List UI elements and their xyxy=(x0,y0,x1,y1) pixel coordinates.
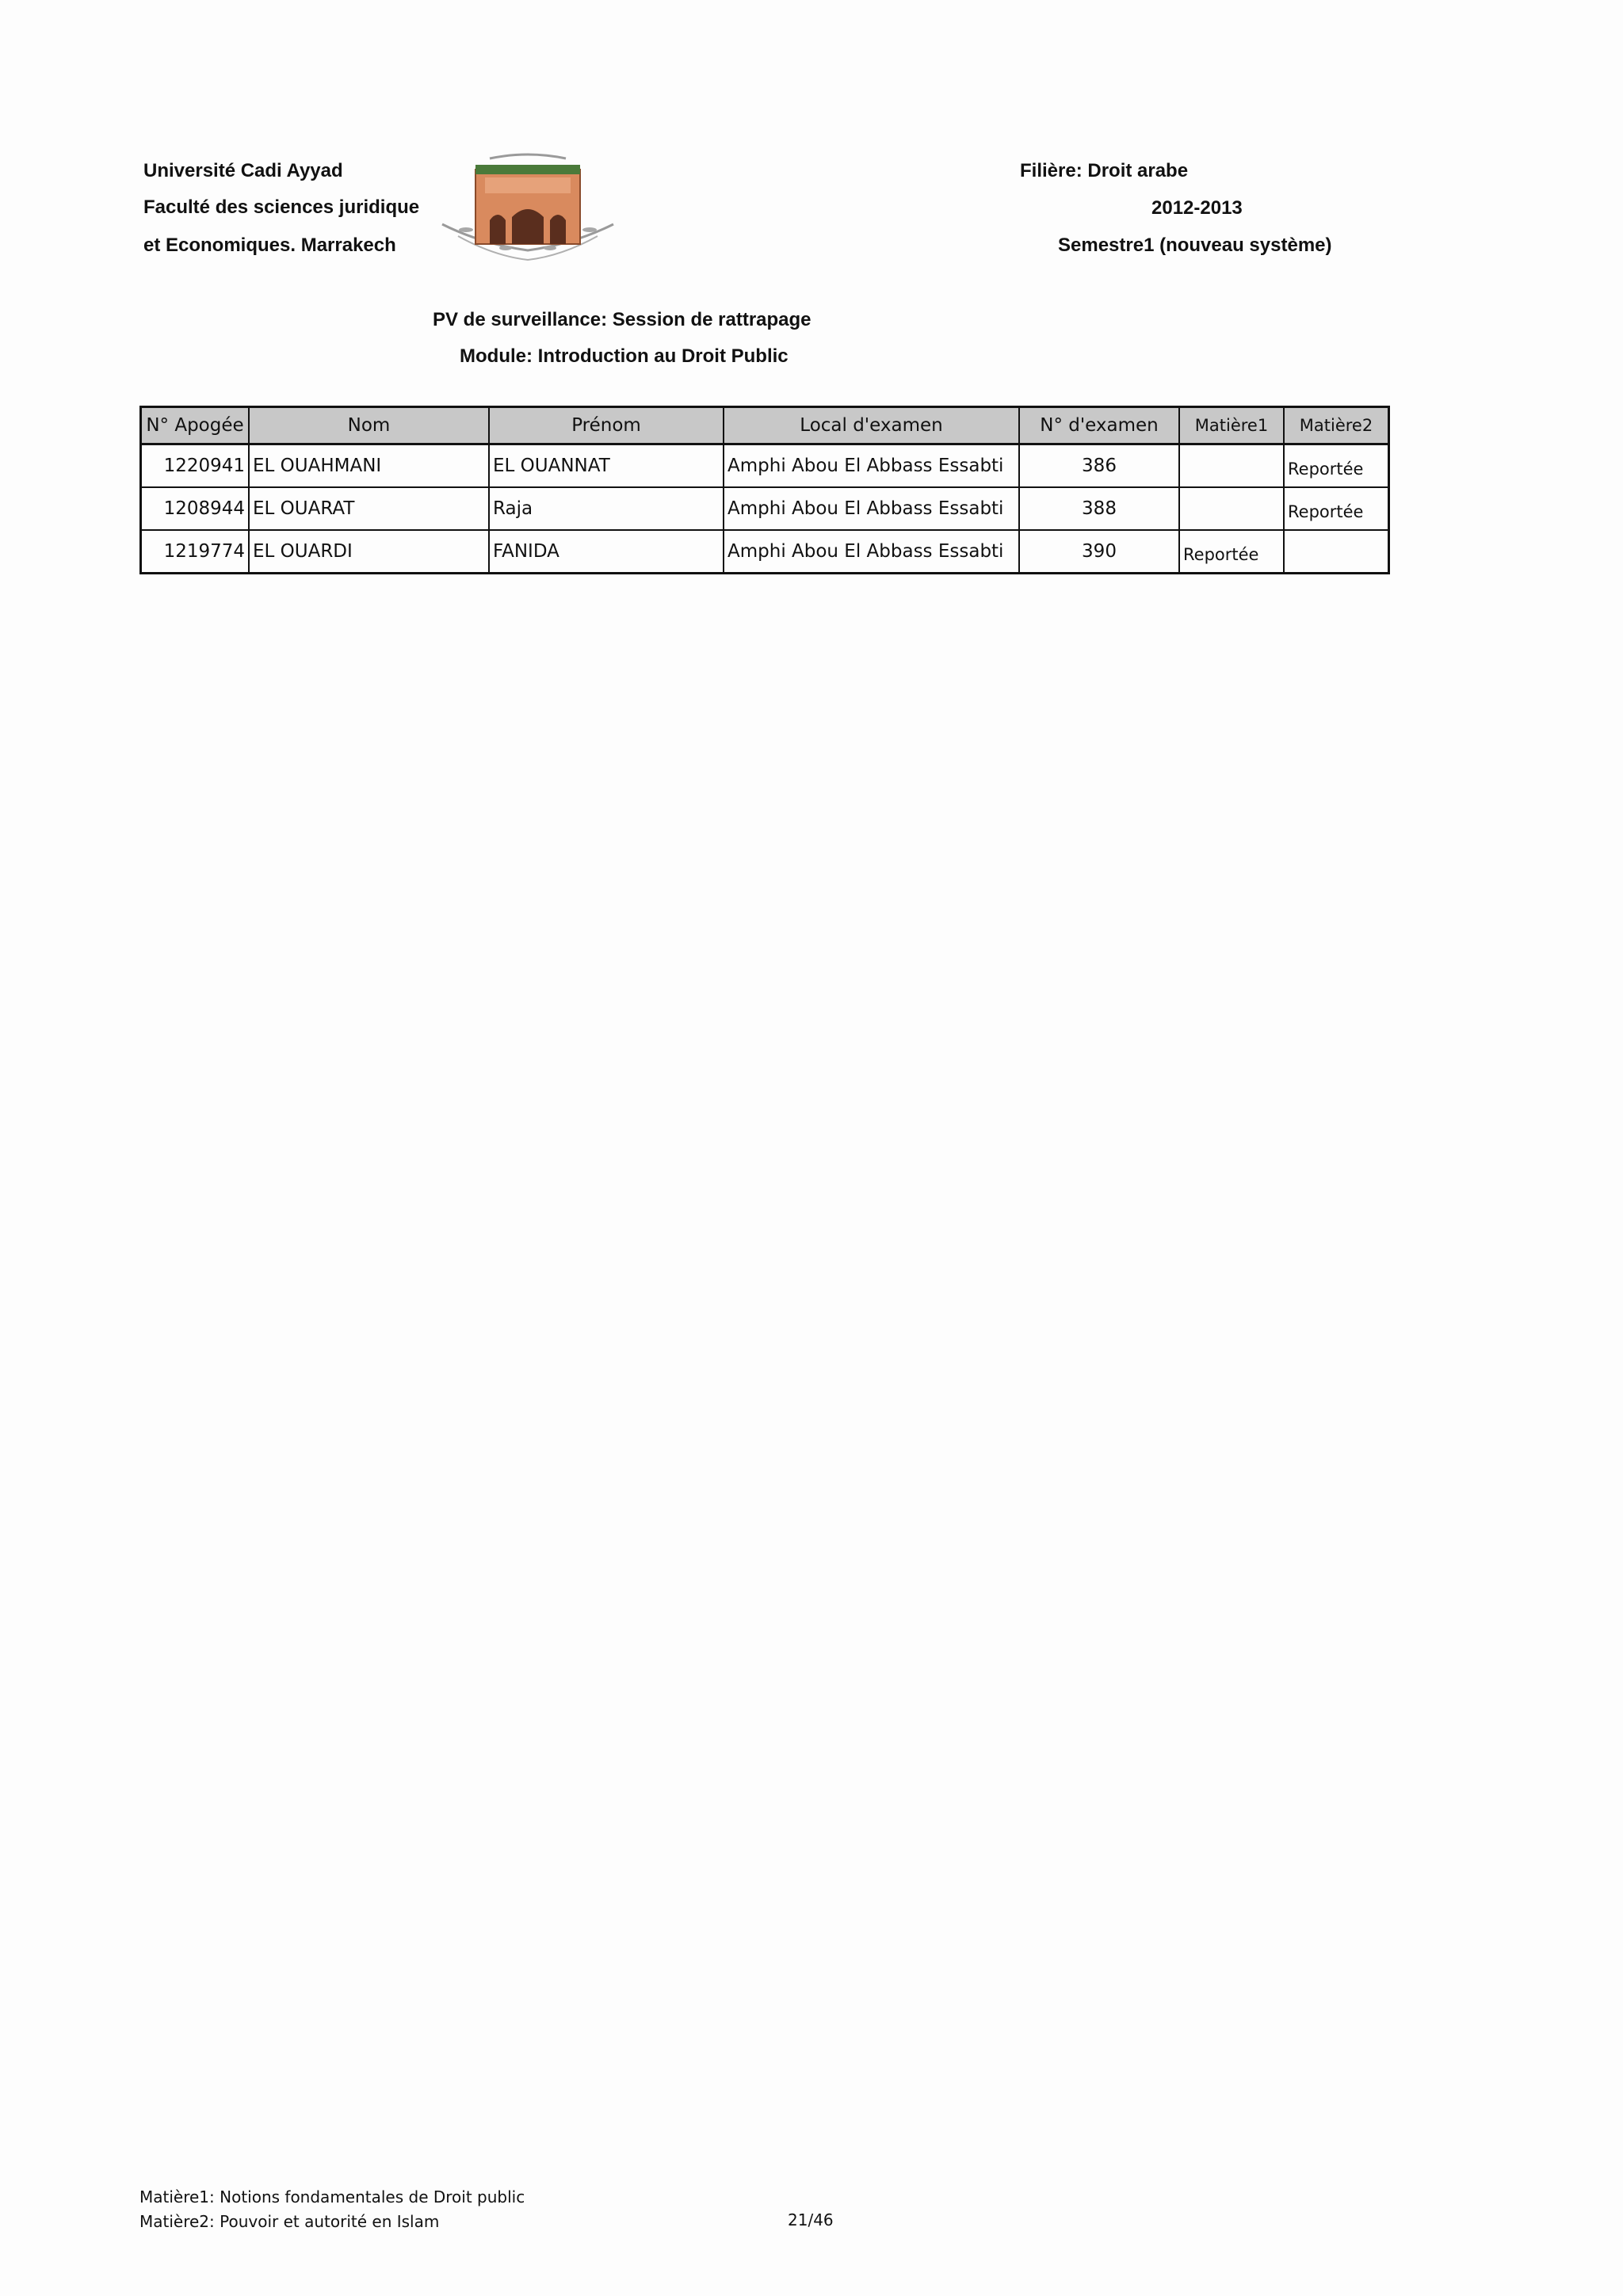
surveillance-table xyxy=(139,406,1390,574)
cell-examen: 386 xyxy=(1019,444,1179,488)
cell-examen: 390 xyxy=(1019,530,1179,574)
cell-prenom: FANIDA xyxy=(489,530,724,574)
faculty-city: et Economiques. Marrakech xyxy=(143,235,396,256)
cell-local: Amphi Abou El Abbass Essabti xyxy=(724,530,1019,574)
page-number: 21/46 xyxy=(788,2210,834,2229)
col-examen: N° d'examen xyxy=(1019,407,1179,444)
cell-local: Amphi Abou El Abbass Essabti xyxy=(724,487,1019,530)
cell-prenom: EL OUANNAT xyxy=(489,444,724,488)
table-header-row xyxy=(141,407,1389,444)
cell-matiere1 xyxy=(1179,444,1284,488)
footer-matiere1: Matière1: Notions fondamentales de Droit public xyxy=(139,2187,525,2206)
cell-prenom: Raja xyxy=(489,487,724,530)
pv-title: PV de surveillance: Session de rattrapage xyxy=(433,309,812,330)
cell-matiere2: Reportée xyxy=(1284,444,1389,488)
col-apogee: N° Apogée xyxy=(141,407,250,444)
semestre: Semestre1 (nouveau système) xyxy=(1058,235,1332,256)
cell-nom: EL OUARDI xyxy=(249,530,489,574)
cell-matiere2: Reportée xyxy=(1284,487,1389,530)
cell-apogee: 1208944 xyxy=(141,487,250,530)
col-matiere1: Matière1 xyxy=(1179,407,1284,444)
university-name: Université Cadi Ayyad xyxy=(143,160,343,181)
table-row xyxy=(141,530,1389,574)
cell-nom: EL OUAHMANI xyxy=(249,444,489,488)
cell-matiere1 xyxy=(1179,487,1284,530)
cell-apogee: 1220941 xyxy=(141,444,250,488)
faculty-logo xyxy=(434,149,621,266)
module-title: Module: Introduction au Droit Public xyxy=(460,345,789,367)
table-row xyxy=(141,444,1389,488)
cell-matiere2 xyxy=(1284,530,1389,574)
col-prenom: Prénom xyxy=(489,407,724,444)
cell-local: Amphi Abou El Abbass Essabti xyxy=(724,444,1019,488)
cell-nom: EL OUARAT xyxy=(249,487,489,530)
table-row xyxy=(141,487,1389,530)
col-local: Local d'examen xyxy=(724,407,1019,444)
col-matiere2: Matière2 xyxy=(1284,407,1389,444)
academic-year: 2012-2013 xyxy=(1151,197,1243,219)
faculty-name: Faculté des sciences juridique xyxy=(143,196,420,218)
filiere: Filière: Droit arabe xyxy=(1020,160,1189,181)
footer-matiere2: Matière2: Pouvoir et autorité en Islam xyxy=(139,2212,440,2231)
col-nom: Nom xyxy=(249,407,489,444)
cell-examen: 388 xyxy=(1019,487,1179,530)
cell-matiere1: Reportée xyxy=(1179,530,1284,574)
cell-apogee: 1219774 xyxy=(141,530,250,574)
